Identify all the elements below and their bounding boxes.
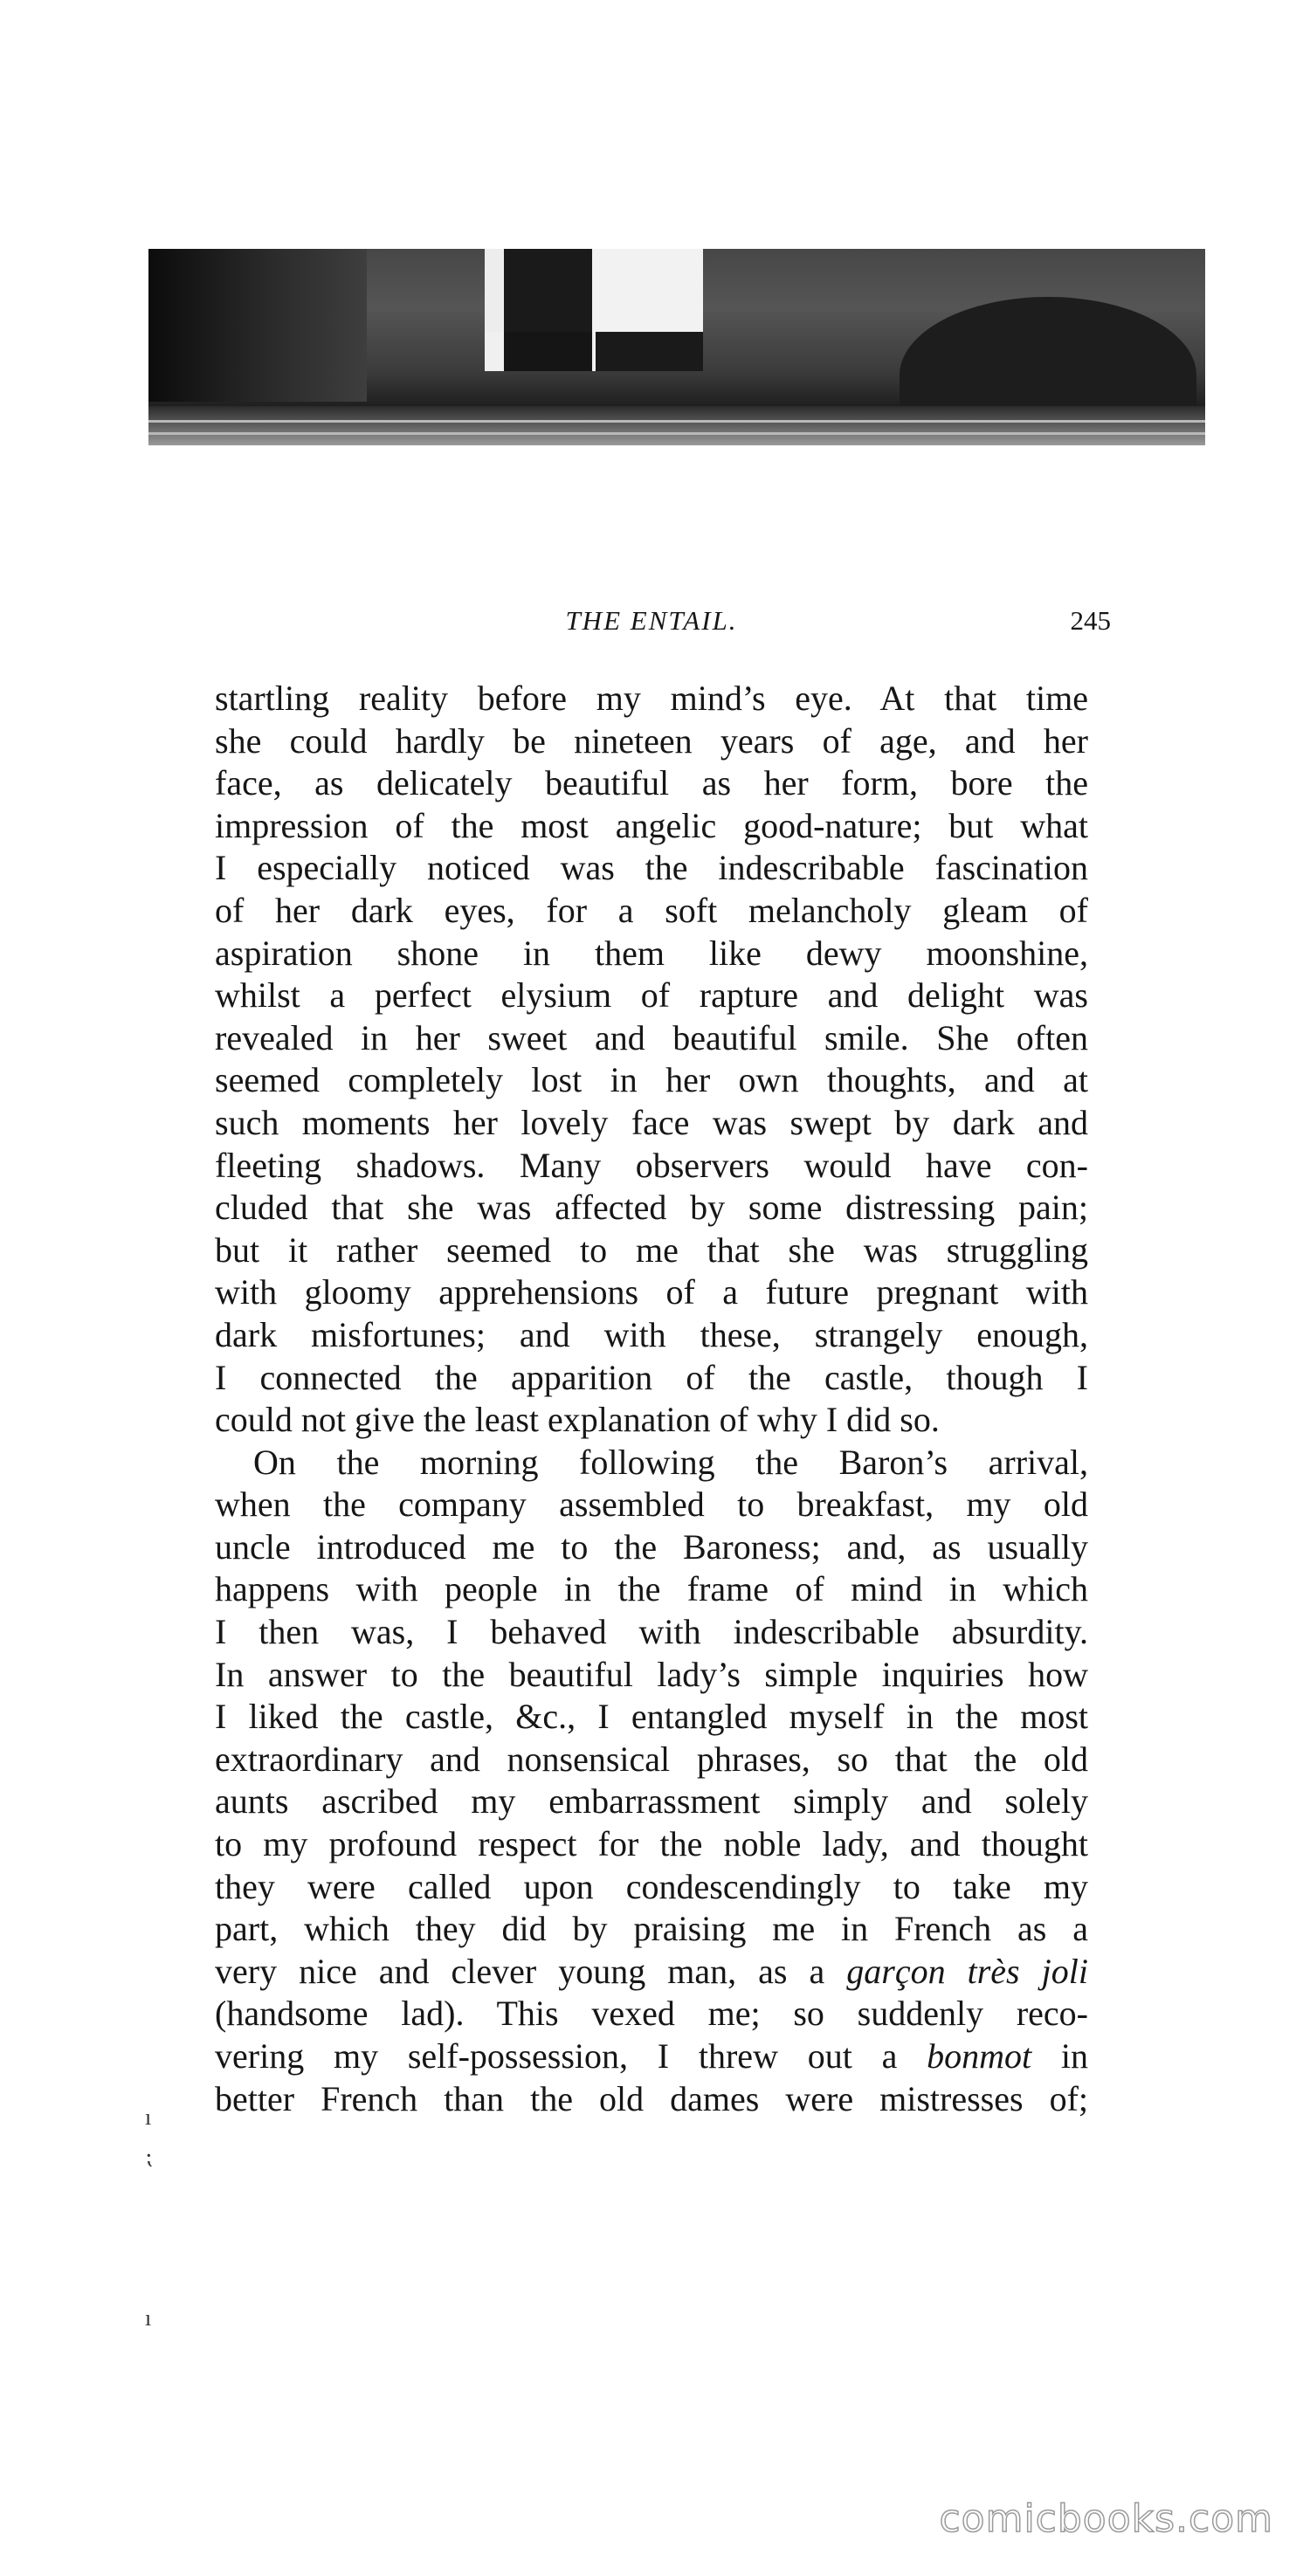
paragraph bbox=[215, 1442, 1088, 2121]
text-fragment: vering my self-possession, I threw out a bbox=[215, 2036, 898, 2076]
text-line: when the company assembled to breakfast, my old bbox=[215, 1484, 1088, 1525]
text-line: whilst a perfect elysium of rapture and delight was bbox=[215, 975, 1088, 1016]
text-line: extraordinary and nonsensical phrases, so that the old bbox=[215, 1739, 1088, 1779]
text-line: face, as delicately beautiful as her form, bore the bbox=[215, 763, 1088, 803]
photo-dark-region bbox=[148, 249, 367, 402]
text-line: of her dark eyes, for a soft melancholy gleam of bbox=[215, 890, 1088, 930]
margin-mark: ⁏ bbox=[145, 2144, 153, 2169]
photo-window-lower-dark bbox=[504, 332, 592, 371]
photo-window-pane bbox=[592, 249, 703, 332]
text-line: to my profound respect for the noble lady, and thought bbox=[215, 1824, 1088, 1864]
paragraph bbox=[215, 678, 1088, 1442]
photo-scan-line bbox=[148, 420, 1205, 423]
running-head bbox=[215, 605, 1111, 645]
text-line: better French than the old dames were mistresses of; bbox=[215, 2078, 1088, 2118]
italic-word: bonmot bbox=[927, 2036, 1032, 2076]
text-line: part, which they did by praising me in French as a bbox=[215, 1909, 1088, 1949]
italic-phrase: garçon très joli bbox=[846, 1951, 1088, 1991]
text-line: revealed in her sweet and beautiful smile. She often bbox=[215, 1017, 1088, 1057]
text-fragment: in bbox=[1060, 2036, 1088, 2076]
text-line: could not give the least explanation of why I did so. bbox=[215, 1400, 940, 1440]
text-line: impression of the most angelic good-nature; but what bbox=[215, 805, 1088, 845]
text-line: I connected the apparition of the castle, though I bbox=[215, 1357, 1088, 1397]
text-line: aunts ascribed my embarrassment simply and solely bbox=[215, 1781, 1088, 1822]
running-head-title: THE ENTAIL. bbox=[565, 605, 738, 636]
header-photograph bbox=[148, 249, 1205, 445]
text-line: (handsome lad). This vexed me; so suddenly reco- bbox=[215, 1994, 1088, 2034]
text-line: I liked the castle, &c., I entangled myself in the most bbox=[215, 1697, 1088, 1737]
text-line: uncle introduced me to the Baroness; and, as usually bbox=[215, 1526, 1088, 1567]
body-text bbox=[215, 678, 1088, 2120]
margin-mark: ı bbox=[145, 2305, 152, 2331]
photo-ground bbox=[148, 406, 1205, 445]
margin-mark: ı bbox=[145, 2104, 152, 2130]
text-line: On the morning following the Baron’s arrival, bbox=[253, 1442, 1088, 1482]
text-line bbox=[215, 2035, 1088, 2078]
page-number: 245 bbox=[1070, 605, 1111, 636]
text-line: I especially noticed was the indescribable fascination bbox=[215, 848, 1088, 888]
text-line: such moments her lovely face was swept by dark and bbox=[215, 1102, 1088, 1142]
watermark-logo: comicbooks.com bbox=[939, 2497, 1273, 2541]
text-fragment: very nice and clever young man, as a bbox=[215, 1951, 825, 1991]
text-line: with gloomy apprehensions of a future pregnant with bbox=[215, 1272, 1088, 1312]
text-line: startling reality before my mind’s eye. At that time bbox=[215, 678, 1088, 718]
text-line: In answer to the beautiful lady’s simple inquiries how bbox=[215, 1654, 1088, 1694]
text-line bbox=[215, 1951, 1088, 1994]
text-line: fleeting shadows. Many observers would have con- bbox=[215, 1145, 1088, 1185]
text-line: cluded that she was affected by some distressing pain; bbox=[215, 1188, 1088, 1228]
text-line: dark misfortunes; and with these, strangely enough, bbox=[215, 1314, 1088, 1354]
text-line: she could hardly be nineteen years of age, and her bbox=[215, 720, 1088, 761]
text-line: happens with people in the frame of mind in which bbox=[215, 1569, 1088, 1609]
text-line: aspiration shone in them like dewy moonshine, bbox=[215, 933, 1088, 973]
text-line: but it rather seemed to me that she was struggling bbox=[215, 1229, 1088, 1270]
text-line: I then was, I behaved with indescribable absurdity. bbox=[215, 1612, 1088, 1652]
text-line: they were called upon condescendingly to take my bbox=[215, 1866, 1088, 1906]
text-line: seemed completely lost in her own thoughts, and at bbox=[215, 1060, 1088, 1100]
photo-scan-line bbox=[148, 432, 1205, 435]
